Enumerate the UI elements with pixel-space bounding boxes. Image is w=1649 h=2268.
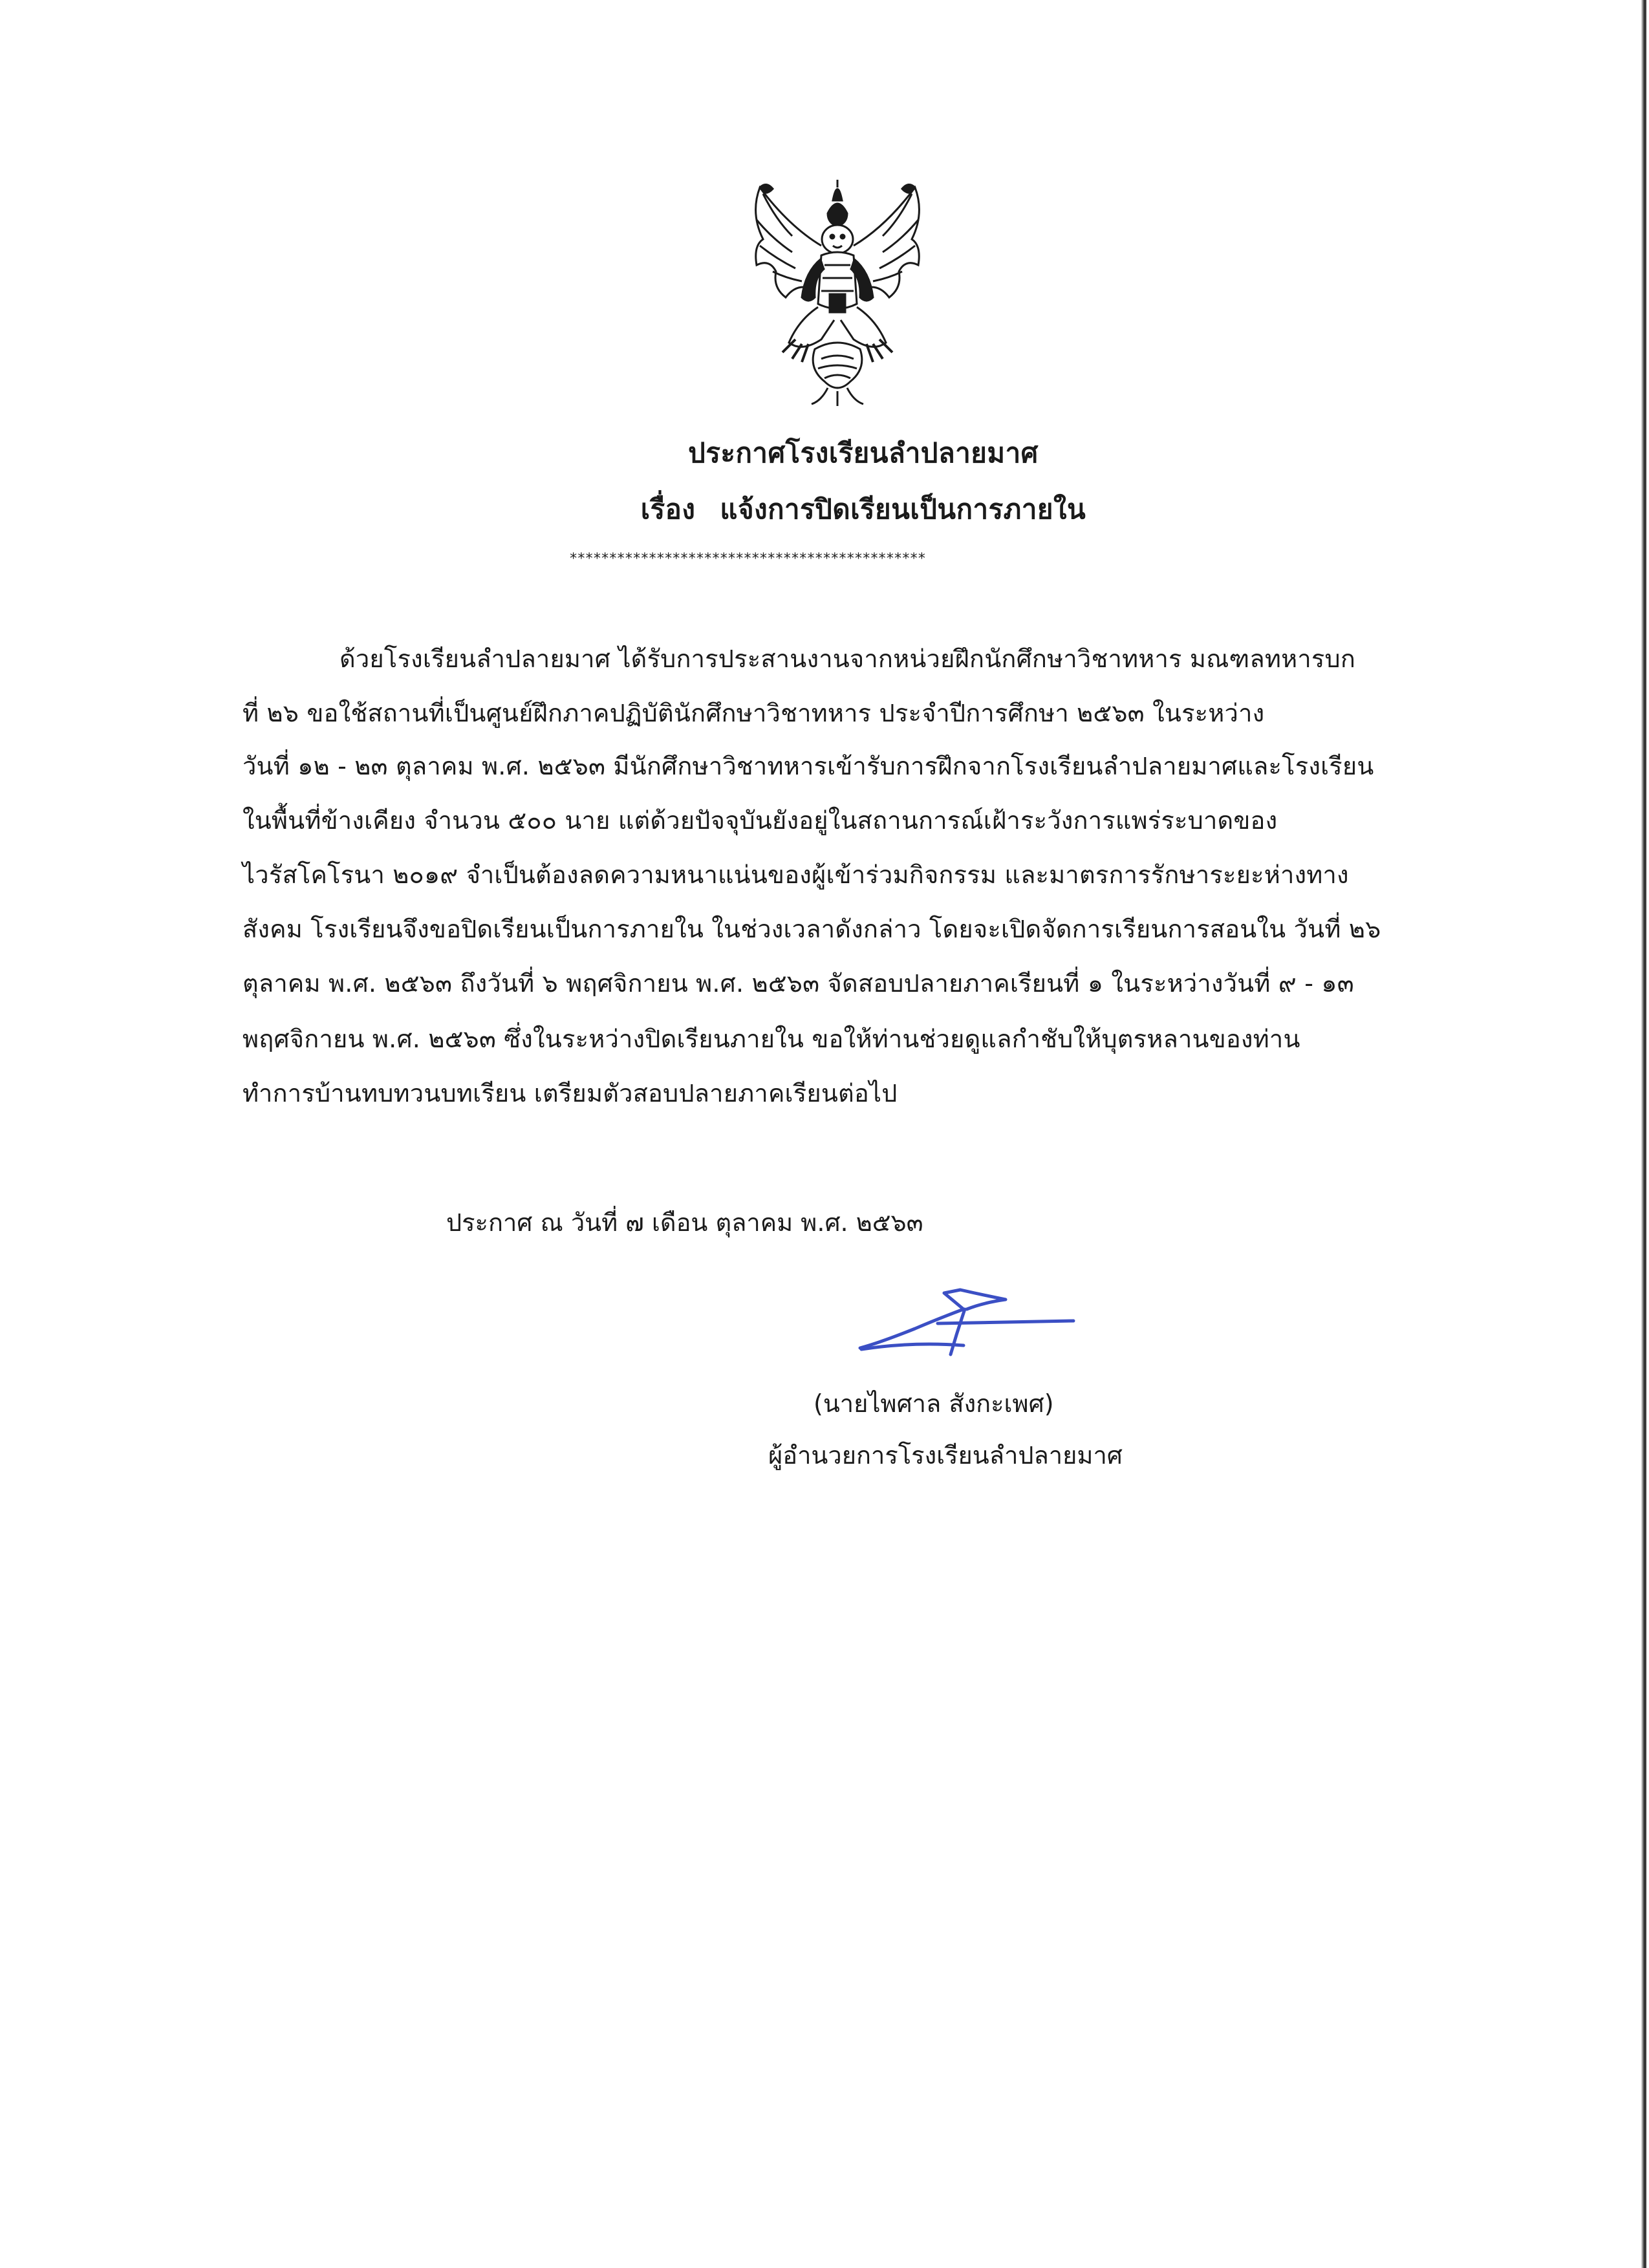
- subject-text: แจ้งการปิดเรียนเป็นการภายใน: [720, 493, 1086, 525]
- body-line: ทำการบ้านทบทวนบทเรียน เตรียมตัวสอบปลายภาคเรียนต่อไป: [242, 1079, 898, 1107]
- announcement-date: ประกาศ ณ วันที่ ๗ เดือน ตุลาคม พ.ศ. ๒๕๖๓: [446, 1208, 923, 1237]
- garuda-emblem-icon: [737, 175, 938, 407]
- body-line: ไวรัสโคโรนา ๒๐๑๙ จำเป็นต้องลดความหนาแน่นของผู้เข้าร่วมกิจกรรม และมาตรการรักษาระยะห่างทาง: [242, 861, 1349, 889]
- body-line: วันที่ ๑๒ - ๒๓ ตุลาคม พ.ศ. ๒๕๖๓ มีนักศึกษาวิชาทหารเข้ารับการฝึกจากโรงเรียนลำปลายมาศและโรงเรียน: [242, 752, 1374, 780]
- body-line: ที่ ๒๖ ขอใช้สถานที่เป็นศูนย์ฝึกภาคปฏิบัตินักศึกษาวิชาทหาร ประจำปีการศึกษา ๒๕๖๓ ในระหว่าง: [242, 699, 1265, 727]
- body-line: พฤศจิกายน พ.ศ. ๒๕๖๓ ซึ่งในระหว่างปิดเรียนภายใน ขอให้ท่านช่วยดูแลกำชับให้บุตรหลานของท่าน: [242, 1025, 1300, 1053]
- signer-name: (นายไพศาล สังกะเพศ): [814, 1389, 1054, 1418]
- body-line: ในพื้นที่ข้างเคียง จำนวน ๕๐๐ นาย แต่ด้วยปัจจุบันยังอยู่ในสถานการณ์เฝ้าระวังการแพร่ระบาดของ: [242, 806, 1278, 835]
- body-line: ตุลาคม พ.ศ. ๒๕๖๓ ถึงวันที่ ๖ พฤศจิกายน พ.ศ. ๒๕๖๓ จัดสอบปลายภาคเรียนที่ ๑ ในระหว่างวันที่ ๙ - ๑๓: [242, 969, 1354, 998]
- scan-edge-shadow: [1641, 0, 1646, 2268]
- announcement-subject: [39, 488, 1649, 531]
- handwritten-signature: [854, 1283, 1080, 1361]
- announcement-title: ประกาศโรงเรียนลำปลายมาศ: [688, 437, 1039, 469]
- signer-title: ผู้อำนวยการโรงเรียนลำปลายมาศ: [768, 1441, 1123, 1470]
- body-line: ด้วยโรงเรียนลำปลายมาศ ได้รับการประสานงานจากหน่วยฝึกนักศึกษาวิชาทหาร มณฑลทหารบก: [339, 645, 1356, 673]
- subject-label: เรื่อง: [640, 493, 696, 525]
- asterisk-divider: *********************************************: [569, 551, 926, 567]
- body-line: สังคม โรงเรียนจึงขอปิดเรียนเป็นการภายใน ในช่วงเวลาดังกล่าว โดยจะเปิดจัดการเรียนการสอนใน วันที่ ๒๖: [242, 915, 1381, 943]
